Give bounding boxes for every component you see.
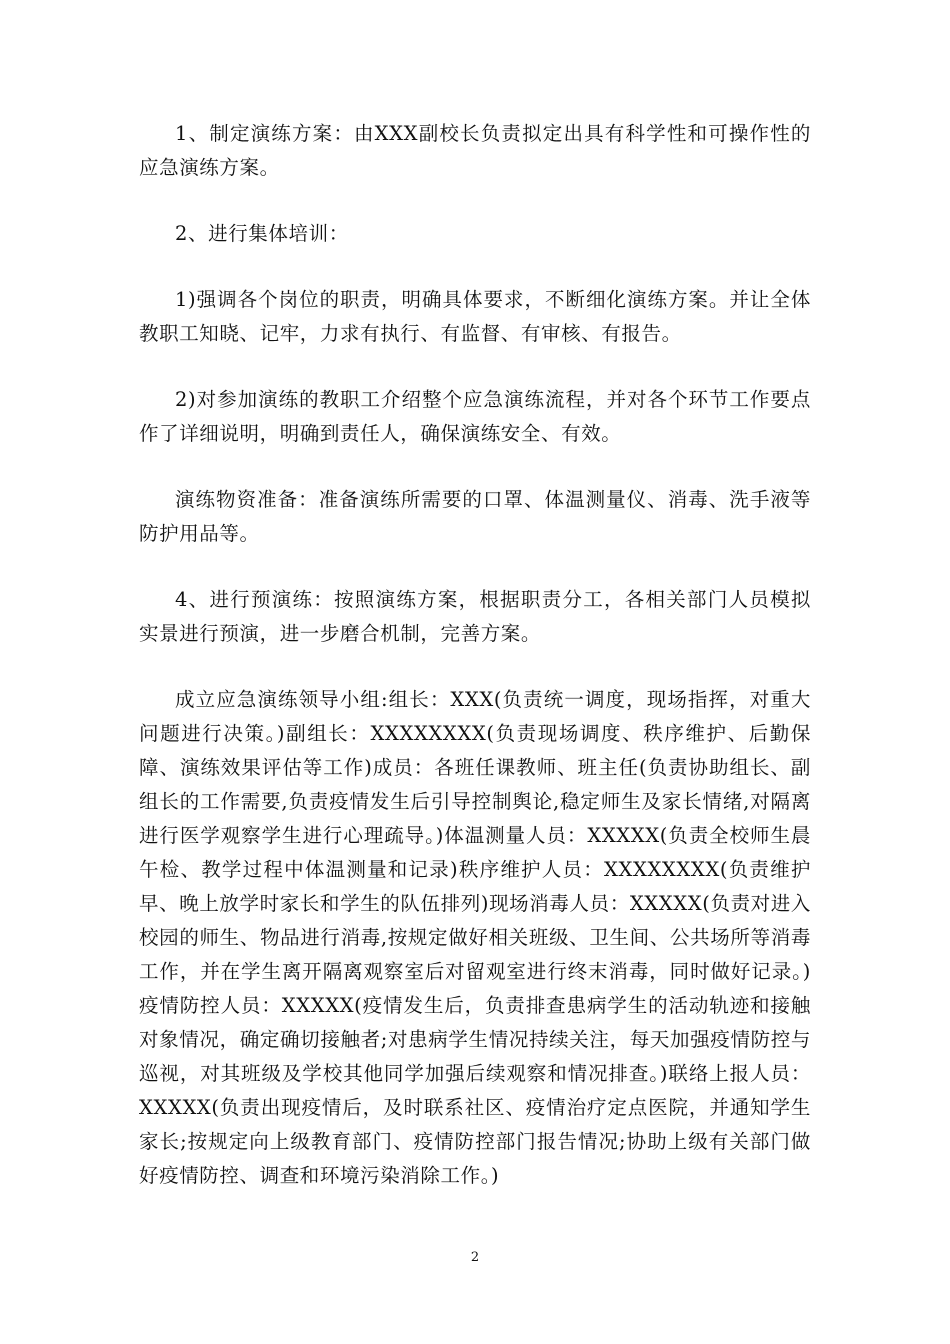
paragraph-training-item-1: 1)强调各个岗位的职责，明确具体要求，不断细化演练方案。并让全体教职工知晓、记牢，力求有执行、有监督、有审核、有报告。 bbox=[139, 288, 811, 345]
paragraph-materials: 演练物资准备：准备演练所需要的口罩、体温测量仪、消毒、洗手液等防护用品等。 bbox=[139, 488, 811, 545]
paragraph-drill-plan: 1、制定演练方案：由XXX副校长负责拟定出具有科学性和可操作性的应急演练方案。 bbox=[139, 122, 811, 179]
paragraph-pre-drill: 4、进行预演练：按照演练方案，根据职责分工，各相关部门人员模拟实景进行预演，进一步磨合机制，完善方案。 bbox=[139, 588, 811, 645]
paragraph-leadership-group: 成立应急演练领导小组:组长：XXX(负责统一调度，现场指挥，对重大问题进行决策。)副组长：XXXXXXXX(负责现场调度、秩序维护、后勤保障、演练效果评估等工作)成员：各班任课教师、班主任(负责协助组长、副组长的工作需要,负责疫情发生后引导控制舆论,稳定师生及家长情绪,对隔离进行医学观察学生进行心理疏导。)体温测量人员：XXXXX(负责全校师生晨午检、教学过程中体温测量和记录)秩序维护人员：XXXXXXXX(负责维护早、晚上放学时家长和学生的队伍排列)现场消毒人员：XXXXX(负责对进入校园的师生、物品进行消毒,按规定做好相关班级、卫生间、公共场所等消毒工作，并在学生离开隔离观察室后对留观室进行终末消毒，同时做好记录。)疫情防控人员：XXXXX(疫情发生后，负责排查患病学生的活动轨迹和接触对象情况，确定确切接触者;对患病学生情况持续关注，每天加强疫情防控与巡视，对其班级及学校其他同学加强后续观察和情况排查。)联络上报人员：XXXXX(负责出现疫情后，及时联系社区、疫情治疗定点医院，并通知学生家长;按规定向上级教育部门、疫情防控部门报告情况;协助上级有关部门做好疫情防控、调查和环境污染消除工作。) bbox=[139, 688, 811, 1187]
page-number: 2 bbox=[470, 1250, 480, 1265]
document-body bbox=[139, 117, 811, 1193]
paragraph-training-heading: 2、进行集体培训： bbox=[175, 222, 349, 245]
paragraph-training-item-2: 2)对参加演练的教职工介绍整个应急演练流程，并对各个环节工作要点作了详细说明，明确到责任人，确保演练安全、有效。 bbox=[139, 388, 811, 445]
